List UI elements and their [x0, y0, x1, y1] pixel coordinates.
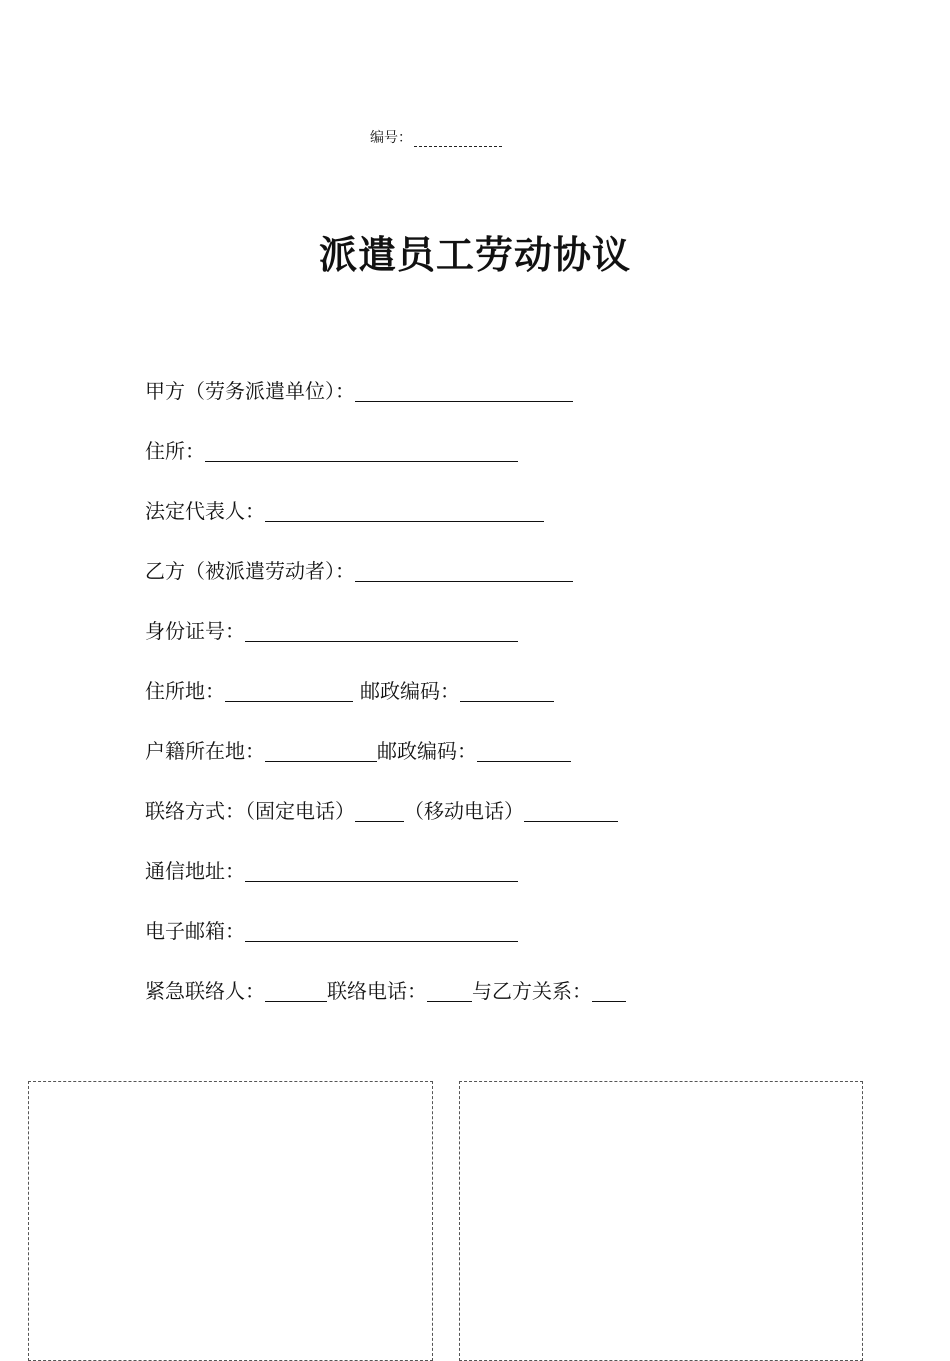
residence-label: 住所地： [145, 679, 225, 703]
relation-blank[interactable] [592, 979, 626, 1002]
mail-address-label: 通信地址： [145, 859, 245, 883]
residence-blank[interactable] [225, 679, 353, 702]
postal-code-label: 邮政编码： [360, 679, 460, 703]
landline-blank[interactable] [355, 799, 404, 822]
party-b-blank[interactable] [355, 559, 573, 582]
serial-label: 编号： [370, 130, 412, 146]
postal-code-blank[interactable] [477, 739, 571, 762]
row-emergency [145, 977, 626, 1005]
party-b-label: 乙方（被派遣劳动者）： [145, 559, 355, 583]
row-legal-rep [145, 497, 544, 525]
row-address [145, 437, 518, 465]
row-party-b [145, 557, 573, 585]
row-mail-address [145, 857, 518, 885]
email-label: 电子邮箱： [145, 919, 245, 943]
party-a-blank[interactable] [355, 379, 573, 402]
row-email [145, 917, 518, 945]
relation-label: 与乙方关系： [472, 979, 592, 1003]
landline-label: 联络方式：（固定电话） [145, 799, 355, 823]
document-title: 派遣员工劳动协议 [318, 233, 631, 277]
household-reg-label: 户籍所在地： [145, 739, 265, 763]
party-a-label: 甲方（劳务派遣单位）： [145, 379, 355, 403]
mobile-blank[interactable] [524, 799, 618, 822]
postal-code-label: 邮政编码： [377, 739, 477, 763]
email-blank[interactable] [245, 919, 518, 942]
emergency-contact-label: 紧急联络人： [145, 979, 265, 1003]
emergency-contact-blank[interactable] [265, 979, 327, 1002]
contact-phone-label: 联络电话： [327, 979, 427, 1003]
left-dashed-box [28, 1081, 433, 1361]
contact-phone-blank[interactable] [427, 979, 472, 1002]
id-number-blank[interactable] [245, 619, 518, 642]
legal-rep-blank[interactable] [265, 499, 544, 522]
postal-code-blank[interactable] [460, 679, 554, 702]
serial-number [370, 127, 502, 147]
row-contact-method [145, 797, 618, 825]
row-party-a [145, 377, 573, 405]
mobile-label: （移动电话） [404, 799, 524, 823]
legal-rep-label: 法定代表人： [145, 499, 265, 523]
serial-blank[interactable] [414, 132, 502, 147]
household-reg-blank[interactable] [265, 739, 377, 762]
id-number-label: 身份证号： [145, 619, 245, 643]
row-residence [145, 677, 554, 705]
address-blank[interactable] [205, 439, 518, 462]
mail-address-blank[interactable] [245, 859, 518, 882]
row-id-number [145, 617, 518, 645]
right-dashed-box [459, 1081, 863, 1361]
address-label: 住所： [145, 439, 205, 463]
row-household-reg [145, 737, 571, 765]
